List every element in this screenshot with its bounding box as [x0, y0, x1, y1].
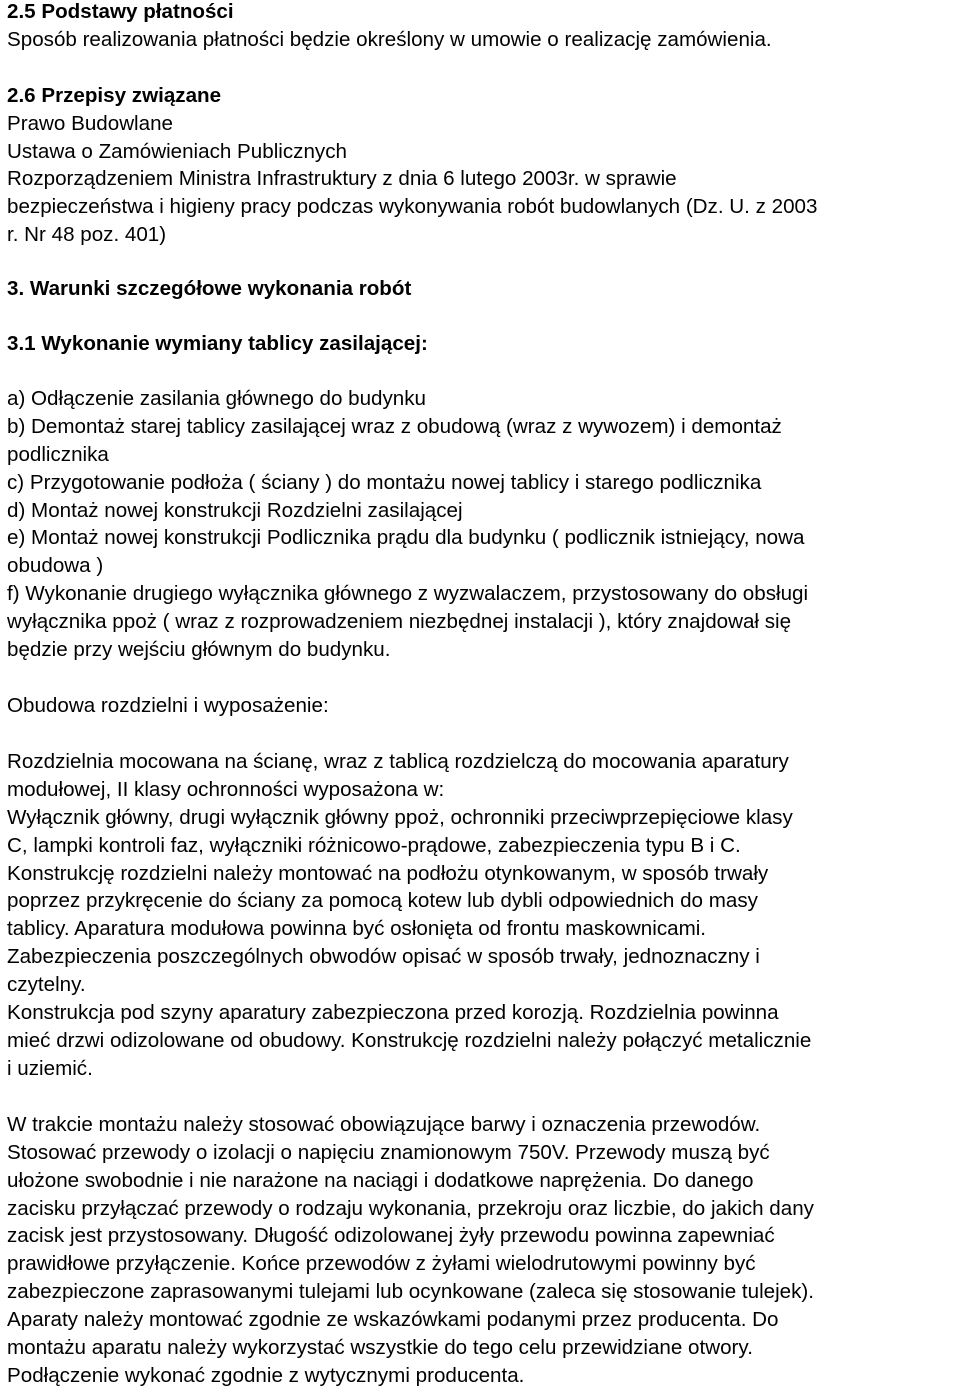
- enclosure-line: tablicy. Aparatura modułowa powinna być osłonięta od frontu maskownicami.: [7, 917, 707, 941]
- section-2-5-heading: 2.5 Podstawy płatności: [7, 0, 234, 23]
- enclosure-heading: Obudowa rozdzielni i wyposażenie:: [7, 694, 329, 718]
- enclosure-line: Konstrukcja pod szyny aparatury zabezpieczona przed korozją. Rozdzielnia powinna: [7, 1001, 779, 1025]
- enclosure-line: i uziemić.: [7, 1056, 93, 1080]
- work-item-line: f) Wykonanie drugiego wyłącznika głównego z wyzwalaczem, przystosowany do obsługi: [7, 582, 809, 606]
- installation-line: Podłączenie wykonać zgodnie z wytycznymi producenta.: [7, 1363, 525, 1387]
- work-item-line: e) Montaż nowej konstrukcji Podlicznika prądu dla budynku ( podlicznik istniejący, nowa: [7, 526, 805, 550]
- enclosure-line: C, lampki kontroli faz, wyłączniki różnicowo-prądowe, zabezpieczenia typu B i C.: [7, 833, 741, 857]
- spacer: [7, 249, 960, 275]
- work-item-line: d) Montaż nowej konstrukcji Rozdzielni zasilającej: [7, 498, 463, 522]
- installation-line: ułożone swobodnie i nie narażone na naciągi i dodatkowe naprężenia. Do danego: [7, 1168, 754, 1192]
- installation-line: zabezpieczone zaprasowanymi tulejami lub ocynkowane (zaleca się stosowanie tulejek).: [7, 1280, 815, 1304]
- enclosure-line: Wyłącznik główny, drugi wyłącznik główny ppoż, ochronniki przeciwprzepięciowe klasy: [7, 805, 793, 829]
- section-2-5-text: Sposób realizowania płatności będzie określony w umowie o realizację zamówienia.: [7, 27, 772, 51]
- enclosure-line: Zabezpieczenia poszczególnych obwodów opisać w sposób trwały, jednoznaczny i: [7, 945, 760, 969]
- work-item-line: c) Przygotowanie podłoża ( ściany ) do montażu nowej tablicy i starego podlicznika: [7, 470, 762, 494]
- enclosure-line: poprzez przykręcenie do ściany za pomocą kotew lub dybli odpowiednich do masy: [7, 889, 758, 913]
- enclosure-line: czytelny.: [7, 973, 86, 997]
- work-item-line: będzie przy wejściu głównym do budynku.: [7, 638, 391, 662]
- regulation-line: Prawo Budowlane: [7, 111, 173, 135]
- regulation-line: r. Nr 48 poz. 401): [7, 223, 167, 247]
- enclosure-line: mieć drzwi odizolowane od obudowy. Konstrukcję rozdzielni należy połączyć metalicznie: [7, 1028, 812, 1052]
- section-3-heading: 3. Warunki szczegółowe wykonania robót: [7, 277, 412, 301]
- installation-line: prawidłowe przyłączenie. Końce przewodów z żyłami wielodrutowymi powinny być: [7, 1252, 756, 1276]
- work-item-line: podlicznika: [7, 442, 109, 466]
- enclosure-line: Konstrukcję rozdzielni należy montować na podłożu otynkowanym, w sposób trwały: [7, 861, 769, 885]
- section-2-6-heading: 2.6 Przepisy związane: [7, 83, 222, 107]
- work-item-line: obudowa ): [7, 554, 104, 578]
- spacer: [7, 664, 960, 692]
- enclosure-line: Rozdzielnia mocowana na ścianę, wraz z tablicą rozdzielczą do mocowania aparatury: [7, 749, 789, 773]
- installation-line: zacisk jest przystosowany. Długość odizolowanej żyły przewodu powinna zapewniać: [7, 1224, 775, 1248]
- spacer: [7, 303, 960, 330]
- installation-line: W trakcie montażu należy stosować obowiązujące barwy i oznaczenia przewodów.: [7, 1112, 761, 1136]
- work-item-line: wyłącznika ppoż ( wraz z rozprowadzeniem niezbędnej instalacji ), który znajdował się: [7, 610, 792, 634]
- regulation-line: Ustawa o Zamówieniach Publicznych: [7, 139, 347, 163]
- spacer: [7, 1083, 960, 1111]
- spacer: [7, 358, 960, 385]
- work-item-line: b) Demontaż starej tablicy zasilającej wraz z obudową (wraz z wywozem) i demontaż: [7, 414, 782, 438]
- installation-line: Stosować przewody o izolacji o napięciu znamionowym 750V. Przewody muszą być: [7, 1140, 770, 1164]
- regulation-line: bezpieczeństwa i higieny pracy podczas wykonywania robót budowlanych (Dz. U. z 2003: [7, 195, 818, 219]
- spacer: [7, 54, 960, 82]
- regulation-line: Rozporządzeniem Ministra Infrastruktury z dnia 6 lutego 2003r. w sprawie: [7, 167, 677, 191]
- installation-line: Aparaty należy montować zgodnie ze wskazówkami podanymi przez producenta. Do: [7, 1308, 779, 1332]
- enclosure-line: modułowej, II klasy ochronności wyposażona w:: [7, 777, 445, 801]
- work-item-line: a) Odłączenie zasilania głównego do budynku: [7, 386, 427, 410]
- installation-line: zacisku przyłączać przewody o rodzaju wykonania, przekroju oraz liczbie, do jakich dany: [7, 1196, 814, 1220]
- installation-line: montażu aparatu należy wykorzystać wszystkie do tego celu przewidziane otwory.: [7, 1336, 753, 1360]
- section-3-1-heading: 3.1 Wykonanie wymiany tablicy zasilającej:: [7, 332, 428, 356]
- spacer: [7, 720, 960, 748]
